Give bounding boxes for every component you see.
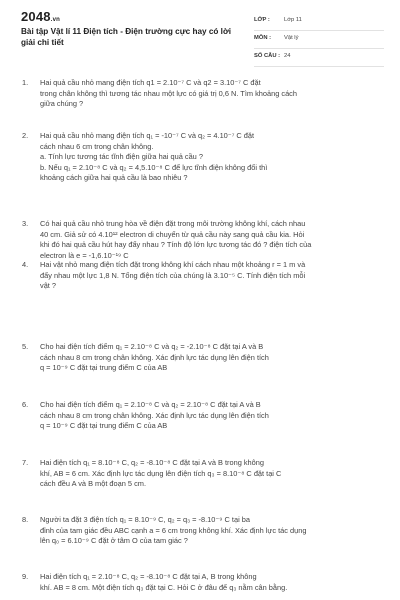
question-text: [40, 219, 380, 261]
question-number: 9.: [22, 572, 29, 581]
question-line: electron là e = -1,6.10⁻¹⁹ C: [40, 250, 129, 260]
logo-suffix: .vn: [50, 17, 61, 23]
question-line: q = 10⁻⁹ C đặt tại trung điểm C của AB: [40, 363, 168, 373]
question-line: khí. AB = 8 cm. Một điện tích q₃ đặt tại C. Hỏi C ở đâu để q₃ nằm cân bằng.: [40, 582, 288, 592]
question-number: 6.: [22, 400, 29, 409]
question-number: 4.: [22, 260, 29, 269]
meta-value: Vật lý: [284, 35, 299, 41]
question-line: cách nhau 6 cm trong chân không.: [40, 141, 154, 151]
meta-label: MÔN :: [254, 35, 272, 41]
question-line: Hai vật nhỏ mang điện tích đặt trong không khí cách nhau một khoảng r = 1 m và: [40, 260, 306, 269]
meta-table: [254, 14, 384, 68]
question-line: Cho hai điện tích điểm q₁ = 2.10⁻⁸ C và q₂ = -2.10⁻⁸ C đặt tại A và B: [40, 342, 264, 351]
question-number: 7.: [22, 458, 29, 467]
question-line: q = 10⁻⁹ C đặt tại trung điểm C của AB: [40, 421, 168, 431]
question-line: khi đó hai quả cầu hút hay đẩy nhau ? Tính độ lớn lực tương tác đó ? điện tích của: [40, 240, 312, 250]
document-title: Bài tập Vật lí 11 Điện tích - Điện trường cực hay có lời giải chi tiết: [21, 27, 232, 47]
question-number: 1.: [22, 78, 29, 87]
question-line: Hai điện tích q₁ = 8.10⁻⁸ C, q₂ = -8.10⁻⁸ C đặt tại A và B trong không: [40, 458, 265, 467]
question-line: Hai điện tích q₁ = 2.10⁻⁸ C, q₂ = -8.10⁻⁸ C đặt tại A, B trong không: [40, 572, 257, 581]
question-text: [40, 260, 380, 292]
meta-label: LỚP :: [254, 17, 270, 23]
document-header: [0, 0, 400, 62]
question-line: vật ?: [40, 281, 57, 291]
site-logo[interactable]: [21, 9, 60, 24]
question-line: cách nhau 8 cm trong chân không. Xác định lực tác dụng lên điện tích: [40, 352, 269, 362]
question-line: trong chân không thì tương tác nhau một lực có giá trị 0,6 N. Tìm khoảng cách: [40, 88, 297, 98]
meta-value: 24: [284, 53, 291, 59]
meta-row-subject: [254, 32, 384, 49]
question-line: lên q₀ = 6.10⁻⁹ C đặt ở tâm O của tam giác ?: [40, 536, 188, 546]
question-text: [40, 458, 380, 490]
question-line: đẩy nhau một lực 1,8 N. Tổng điện tích của chúng là 3.10⁻⁵ C. Tính điện tích mỗi: [40, 270, 306, 280]
question-number: 3.: [22, 219, 29, 228]
question-text: [40, 515, 380, 547]
question-number: 8.: [22, 515, 29, 524]
question-number: 2.: [22, 131, 29, 140]
question-line: Cho hai điện tích điểm q₁ = 2.10⁻⁸ C và q₂ = 2.10⁻⁸ C đặt tại A và B: [40, 400, 261, 409]
logo-text: 2048: [21, 9, 51, 24]
question-text: [40, 342, 380, 374]
question-line: cách đều A và B một đoạn 5 cm.: [40, 479, 146, 489]
question-number: 5.: [22, 342, 29, 351]
question-line: 40 cm. Giả sử có 4.10¹² electron di chuyển từ quả cầu này sang quả cầu kia. Hỏi: [40, 229, 305, 239]
question-line: a. Tính lực tương tác tĩnh điện giữa hai quả cầu ?: [40, 152, 203, 162]
meta-label: SỐ CÂU :: [254, 53, 281, 59]
question-line: giữa chúng ?: [40, 99, 84, 109]
meta-value: Lớp 11: [284, 17, 302, 23]
question-text: [40, 572, 380, 593]
question-text: [40, 131, 380, 184]
question-line: Hai quả cầu nhỏ mang điện tích q1 = 2.10⁻⁷ C và q2 = 3.10⁻⁷ C đặt: [40, 78, 261, 87]
question-line: Người ta đặt 3 điện tích q₁ = 8.10⁻⁹ C, q₂ = q₃ = -8.10⁻⁹ C tại ba: [40, 515, 250, 524]
question-line: Hai quả cầu nhỏ mang điện tích q₁ = -10⁻⁷ C và q₂ = 4.10⁻⁷ C đặt: [40, 131, 255, 140]
question-text: [40, 400, 380, 432]
question-text: [40, 78, 380, 110]
question-line: Có hai quả cầu nhỏ trung hòa về điện đặt trong môi trường không khí, cách nhau: [40, 219, 306, 228]
question-line: b. Nếu q₁ = 2.10⁻⁸ C và q₂ = 4,5.10⁻⁸ C để lực tĩnh điện không đổi thì: [40, 162, 268, 172]
question-line: cách nhau 8 cm trong chân không. Xác định lực tác dụng lên điện tích: [40, 410, 269, 420]
question-line: khí, AB = 6 cm. Xác định lực tác dụng lên điện tích q₃ = 8.10⁻⁸ C đặt tại C: [40, 468, 282, 478]
question-line: đỉnh của tam giác đều ABC cạnh a = 6 cm trong không khí. Xác định lực tác dụng: [40, 525, 307, 535]
meta-row-class: [254, 14, 384, 31]
meta-row-count: [254, 50, 384, 67]
question-line: khoảng cách giữa hai quả cầu là bao nhiêu ?: [40, 173, 188, 183]
